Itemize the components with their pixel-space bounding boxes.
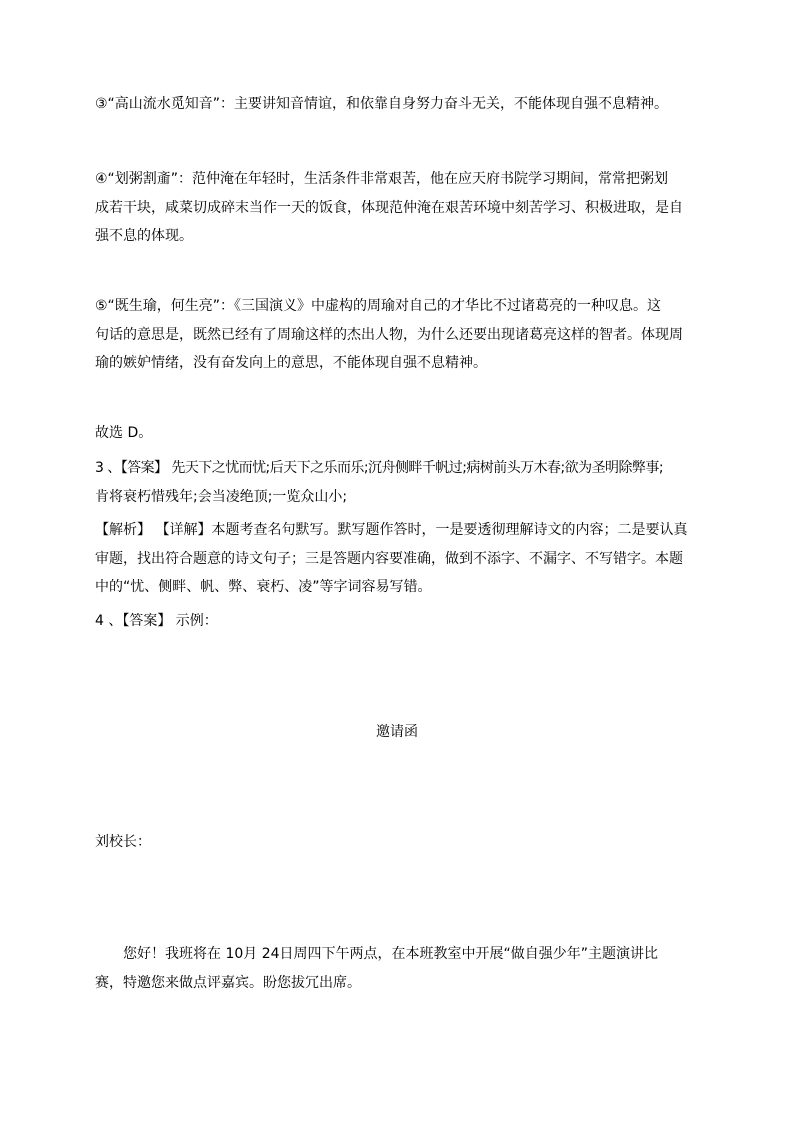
text-line: 句话的意思是，既然已经有了周瑜这样的杰出人物，为什么还要出现诸葛亮这样的智者。体现周 xyxy=(95,326,683,343)
question-3-answer xyxy=(95,454,715,511)
letter-title: 邀请函 xyxy=(376,724,418,740)
letter-body xyxy=(95,940,705,997)
text-line: 4 、【答案】 示例： xyxy=(95,613,218,629)
explanation-item-4 xyxy=(95,165,705,251)
text-line: 成若干块，咸菜切成碎末当作一天的饭食，体现范仲淹在艰苦环境中刻苦学习、积极进取，是自 xyxy=(95,199,683,216)
text-line: 3 、【答案】 先天下之忧而忧;后天下之乐而乐;沉舟侧畔千帆过;病树前头万木春;欲为圣明除弊事; xyxy=(95,460,663,476)
text-line: ④“划粥割齑”：范仲淹在年轻时，生活条件非常艰苦，他在应天府书院学习期间，常常把粥划 xyxy=(95,171,669,187)
text-line: ⑤“既生瑜，何生亮”：《三国演义》中虚构的周瑜对自己的才华比不过诸葛亮的一种叹息。这 xyxy=(95,298,662,314)
question-4-answer xyxy=(95,607,705,636)
text-line: ③“高山流水觅知音”：主要讲知音情谊，和依靠自身努力奋斗无关，不能体现自强不息精神。 xyxy=(95,96,669,112)
text-line: 审题，找出符合题意的诗文句子；三是答题内容要准确，做到不添字、不漏字、不写错字。本题 xyxy=(95,550,683,567)
conclusion-text xyxy=(95,419,705,448)
explanation-item-3 xyxy=(95,90,705,119)
text-line: 中的“忧、侧畔、帆、弊、衰朽、凌”等字词容易写错。 xyxy=(95,579,432,595)
text-line: 您好！我班将在 10月 24日周四下午两点，在本班教室中开展“做自强少年”主题演讲比 xyxy=(123,946,659,962)
explanation-item-5 xyxy=(95,292,705,378)
text-line: 故选 D。 xyxy=(95,425,153,441)
text-line: 瑜的嫉妒情绪，没有奋发向上的意思，不能体现自强不息精神。 xyxy=(95,355,487,371)
text-line: 【解析】 【详解】本题考查名句默写。默写题作答时，一是要透彻理解诗文的内容；二是要认真 xyxy=(95,522,688,538)
text-line: 赛，特邀您来做点评嘉宾。盼您拔冗出席。 xyxy=(95,974,361,991)
text-line: 刘校长： xyxy=(95,834,151,850)
text-line: 强不息的体现。 xyxy=(95,228,193,244)
text-line: 肯将衰朽惜残年;会当凌绝顶;一览众山小; xyxy=(95,488,348,505)
letter-salutation xyxy=(95,828,705,857)
question-3-analysis xyxy=(95,516,705,602)
